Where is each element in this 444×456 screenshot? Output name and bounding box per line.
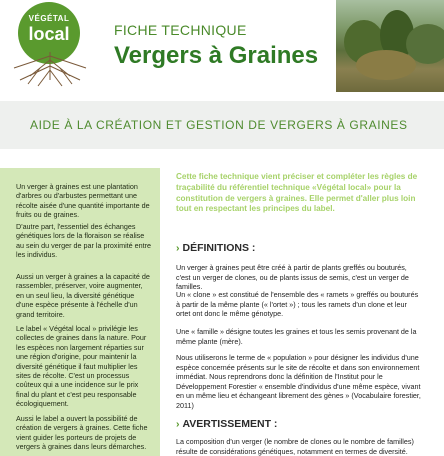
definitions-heading bbox=[176, 242, 255, 254]
logo-line2: local bbox=[28, 24, 70, 44]
vegetal-local-logo bbox=[8, 2, 92, 88]
orchard-photo bbox=[336, 0, 444, 92]
warning-heading bbox=[176, 418, 277, 430]
chevron-icon: › bbox=[176, 418, 180, 430]
sidebar-paragraph: Un verger à graines est une plantation d'arbres ou d'arbustes permettant une récolte aisée d'une quantité importante de fruits ou de graines. bbox=[16, 182, 150, 220]
definition-paragraph: Un verger à graines peut être créé à partir de plants greffés ou bouturés, c'est un verger de clones, ou de plants issus de semis, c'est un verger de familles. bbox=[176, 263, 409, 292]
sidebar-paragraph: D'autre part, l'essentiel des échanges génétiques lors de la floraison se réalise au sein du verger de par la proximité entre les individus. bbox=[16, 222, 152, 260]
definition-paragraph: Une « famille » désigne toutes les graines et tous les semis provenant de la même plante (mère). bbox=[176, 327, 417, 346]
intro-paragraph: Cette fiche technique vient préciser et compléter les règles de traçabilité du référentiel technique «Végétal local» pour la constitution de vergers à graines. Elle permet d'aller plus loin tout en respectant les principes du label. bbox=[176, 172, 418, 214]
sidebar bbox=[0, 168, 160, 456]
definition-paragraph: Un « clone » est constitué de l'ensemble des « ramets » greffés ou bouturés à partir de la même plante (« l'ortet ») ; tous les ramets d'un clone et leur ortet ont donc le même génotype. bbox=[176, 290, 419, 319]
roots-icon bbox=[8, 50, 92, 90]
sidebar-paragraph: Aussi le label a ouvert la possibilité de création de vergers à graines. Cette fiche vient guider les porteurs de projets de vergers à graines dans leurs démarches. bbox=[16, 414, 148, 452]
banner-text: AIDE À LA CRÉATION ET GESTION DE VERGERS À GRAINES bbox=[30, 118, 408, 132]
sidebar-paragraph: Le label « Végétal local » privilégie les collectes de graines dans la nature. Pour les espèces non largement réparties sur une région d'origine, pour maintenir la diversité génétique il faut multiplier les sites de récolte. C'est un processus coûteux qui a une incidence sur le prix final du plant et c'est peu responsable écologiquement. bbox=[16, 324, 147, 409]
warning-paragraph: La composition d'un verger (le nombre de clones ou le nombre de familles) résulte de considérations génétiques, notamment en termes de diversité. bbox=[176, 437, 414, 456]
definition-paragraph: Nous utiliserons le terme de « population » pour désigner les individus d'une espèce concernée présents sur le site de récolte et dans son environnement immédiat. Nous reprendrons donc la définition de l'Institut pour le Développement Forestier « ensemble d'individus d'une même espèce, vivant en un même lieu et échangeant librement des gènes » (Vocabulaire forestier, 2011) bbox=[176, 353, 421, 410]
warning-title: AVERTISSEMENT : bbox=[182, 418, 278, 430]
fiche-subtitle: FICHE TECHNIQUE bbox=[114, 22, 247, 38]
sidebar-paragraph: Aussi un verger à graines a la capacité de rassembler, préserver, voire augmenter, en un seul lieu, la diversité génétique d'une espèce présente à l'échelle d'un grand territoire. bbox=[16, 272, 150, 319]
definitions-title: DÉFINITIONS : bbox=[182, 242, 256, 254]
page-title: Vergers à Graines bbox=[114, 42, 319, 69]
logo-line1: VÉGÉTAL bbox=[28, 14, 70, 23]
chevron-icon: › bbox=[176, 242, 180, 254]
